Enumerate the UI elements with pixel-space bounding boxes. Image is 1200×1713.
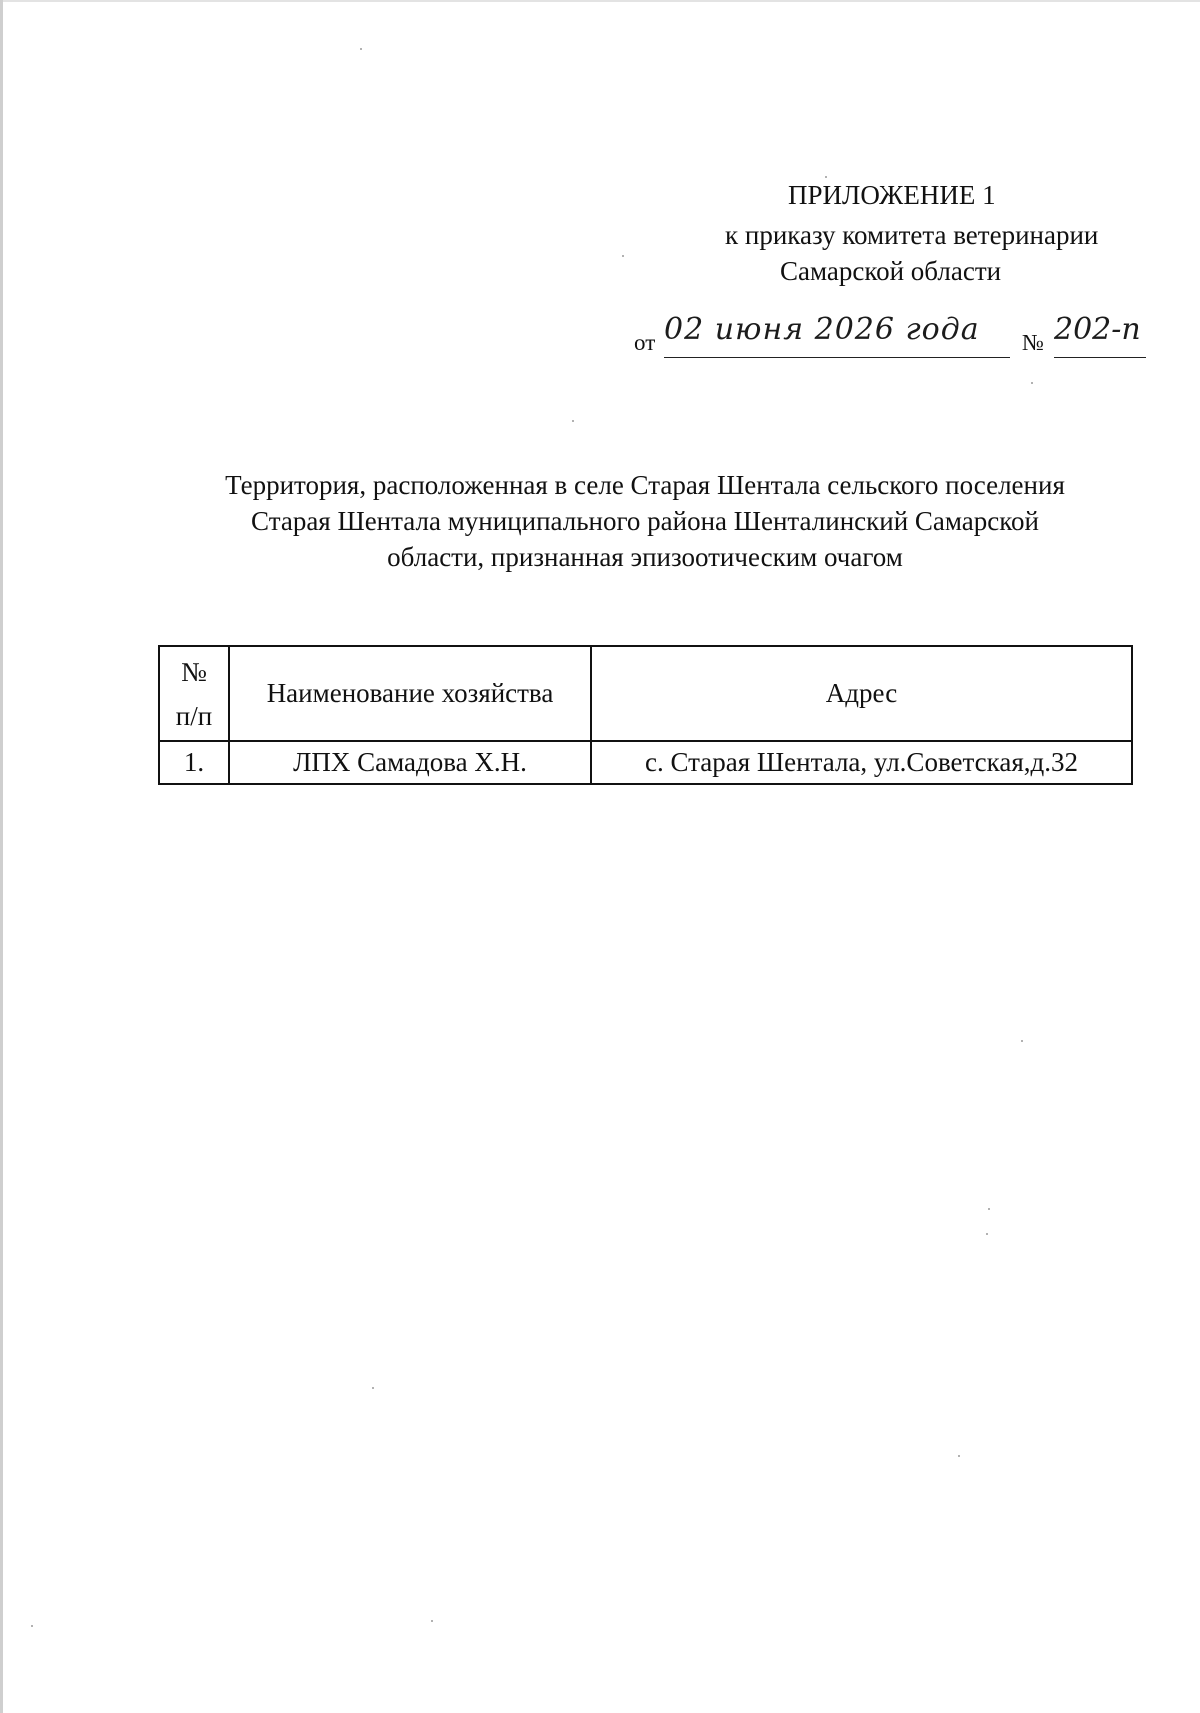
column-header-number — [159, 646, 229, 741]
scan-speck — [988, 1208, 990, 1210]
order-date-number-line — [634, 312, 1154, 372]
scan-top-edge — [0, 0, 1200, 2]
epizootic-focus-table — [158, 645, 1133, 785]
scan-speck — [572, 420, 574, 422]
date-prefix: от — [634, 330, 656, 355]
scan-speck — [360, 48, 362, 50]
column-header-farm-name: Наименование хозяйства — [229, 646, 591, 741]
column-header-number-symbol: № — [181, 656, 207, 687]
scan-speck — [31, 1625, 33, 1627]
scan-speck — [1031, 382, 1033, 384]
table-row — [159, 741, 1132, 784]
order-reference-line1: к приказу комитета ветеринарии — [725, 220, 1099, 250]
address-cell: с. Старая Шентала, ул.Советская,д.32 — [591, 741, 1132, 784]
table-header-row — [159, 646, 1132, 741]
appendix-title: ПРИЛОЖЕНИЕ 1 — [788, 180, 996, 210]
scan-speck — [825, 176, 827, 178]
handwritten-order-number: 202-п — [1054, 312, 1146, 358]
scan-speck — [372, 1387, 374, 1389]
scan-speck — [431, 1620, 433, 1622]
order-reference-line2: Самарской области — [780, 256, 1002, 286]
scan-speck — [622, 255, 624, 257]
scan-speck — [958, 1455, 960, 1457]
heading-line-1: Территория, расположенная в селе Старая Шентала сельского поселения — [225, 470, 1065, 500]
heading-line-2: Старая Шентала муниципального района Шенталинский Самарской — [251, 506, 1039, 536]
handwritten-date: 02 июня 2026 года — [664, 312, 1010, 358]
column-header-address: Адрес — [591, 646, 1132, 741]
heading-line-3: области, признанная эпизоотическим очагом — [387, 542, 903, 572]
scan-speck — [1021, 1040, 1023, 1042]
document-heading — [160, 467, 1130, 575]
row-number-cell: 1. — [159, 741, 229, 784]
scan-speck — [986, 1233, 988, 1235]
column-header-number-abbrev: п/п — [175, 700, 213, 731]
farm-name-cell: ЛПХ Самадова Х.Н. — [229, 741, 591, 784]
scan-left-edge — [0, 0, 3, 1713]
number-sign: № — [1022, 330, 1044, 355]
